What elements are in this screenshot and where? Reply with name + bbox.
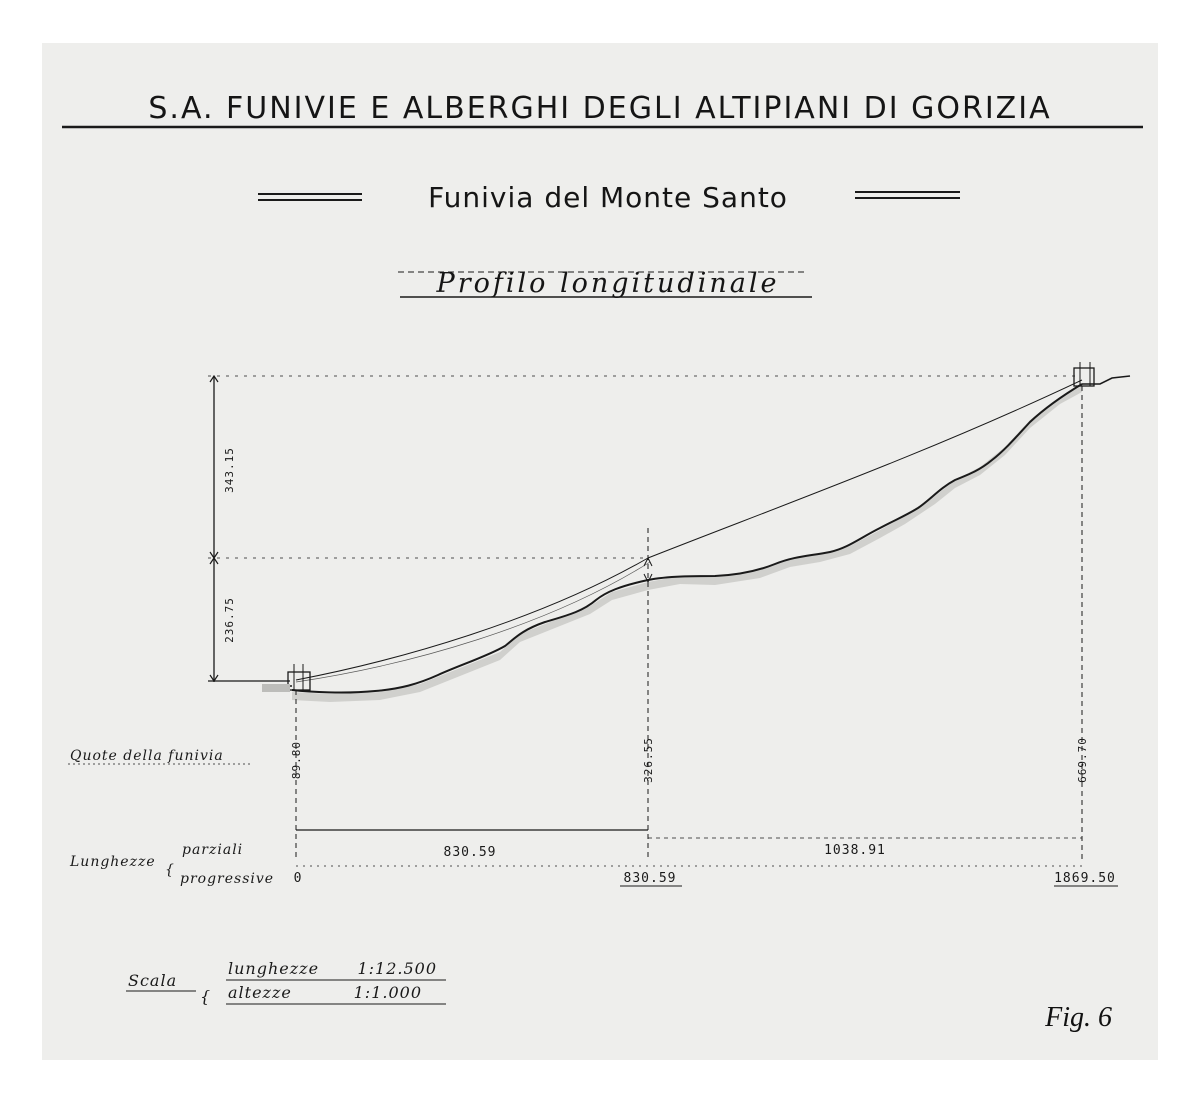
partial-length-1: 830.59 — [443, 845, 497, 860]
valley-station-building — [262, 664, 310, 692]
partial-length-2: 1038.91 — [824, 843, 886, 858]
terrain-summit-extension — [1082, 376, 1130, 384]
progressive-length-intermediate: 830.59 — [623, 871, 677, 886]
station-elevation-summit: 669.70 — [1076, 737, 1089, 783]
scale-label: Scala — [128, 971, 178, 990]
company-title: S.A. FUNIVIE E ALBERGHI DEGLI ALTIPIANI DI GORIZIA — [148, 91, 1052, 126]
figure-caption: Fig. 6 — [1045, 1002, 1112, 1033]
quote-label: Quote della funivia — [70, 748, 224, 764]
summit-station-building — [1074, 362, 1094, 860]
section-title: Profilo longitudinale — [436, 268, 780, 299]
progressive-length-summit: 1869.50 — [1054, 871, 1116, 886]
partial-label: parziali — [182, 842, 244, 858]
scale-row-heights-name: altezze — [228, 983, 292, 1002]
line-title: Funivia del Monte Santo — [428, 181, 788, 214]
scale-row-heights-value: 1:1.000 — [353, 983, 422, 1002]
section-title-group — [398, 268, 812, 299]
station-elevation-valley: 89.80 — [290, 740, 303, 780]
terrain-profile — [292, 384, 1082, 693]
scale-brace: { — [200, 987, 212, 1006]
intermediate-station-marker — [644, 528, 652, 860]
lengths-brace: { — [165, 862, 175, 878]
line-title-group — [258, 181, 960, 214]
scale-row-lengths-name: lunghezze — [228, 959, 320, 978]
progressive-length-valley: 0 — [293, 871, 303, 886]
progressive-label: progressive — [180, 871, 275, 887]
height-label-lower: 236.75 — [223, 597, 236, 643]
height-dimension — [208, 376, 1080, 682]
scale-row-lengths-value: 1:12.500 — [357, 959, 437, 978]
station-elevation-intermediate: 326.55 — [642, 737, 655, 783]
lengths-label: Lunghezze — [70, 854, 156, 870]
height-label-upper: 343.15 — [223, 447, 236, 493]
cable-line — [296, 380, 1082, 680]
